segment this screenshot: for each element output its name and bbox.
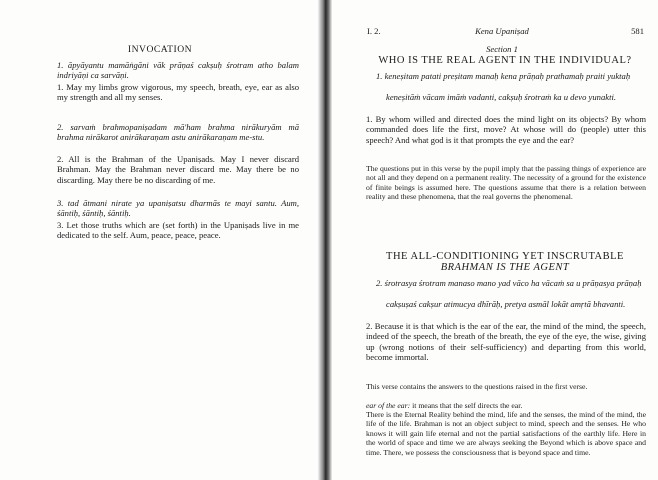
invocation-verse2-sanskrit: 2. sarvaṁ brahmopaniṣadam mā'ham brahma nirākuryām mā brahma nirākarot anirākaraṇam astu anirākaraṇam me-stu.	[57, 122, 299, 143]
running-title: Kena Upaniṣad	[475, 26, 529, 36]
page-number: 581	[631, 26, 644, 36]
section2-heading: THE ALL-CONDITIONING YET INSCRUTABLE	[386, 251, 624, 262]
verse2-sanskrit-b: cakṣuṣaś cakṣur atimucya dhīrāḥ, pretya asmāl lokāt amṛtā bhavanti.	[386, 299, 626, 309]
verse2-translation: 2. Because it is that which is the ear of the ear, the mind of the mind, the speech, indeed of the speech, the breath of the breath, the eye of the eye, the wise, giving up (wrong notions of their self-sufficiency) and departing from this world, become immortal.	[366, 321, 646, 363]
right-page	[332, 0, 658, 480]
left-page	[0, 0, 318, 480]
invocation-verse3-sanskrit: 3. tad ātmani nirate ya upaniṣatsu dharmās te mayi santu. Aum, śāntiḥ, śāntiḥ, śāntiḥ.	[57, 198, 299, 219]
invocation-verse1-translation: 1. May my limbs grow vigorous, my speech, breath, eye, ear as also my strength and all my senses.	[57, 82, 299, 103]
commentary-term-text: it means that the self directs the ear.	[412, 401, 523, 410]
verse1-sanskrit-a: 1. keneṣitam patati preṣitam manaḥ kena prāṇaḥ prathamaḥ praiti yuktaḥ	[376, 71, 631, 81]
commentary-term: ear of the ear:	[366, 401, 411, 410]
running-head-left: I. 2.	[367, 26, 381, 36]
book-gutter	[318, 0, 332, 480]
verse1-translation: 1. By whom willed and directed does the mind light on its objects? By whom commanded does life the first, move? At whose will do (people) utter this speech? And what god is it that prompts the eye and the ear?	[366, 114, 646, 145]
invocation-verse1-sanskrit: 1. āpyāyantu mamāṅgāni vāk prāṇaś cakṣuḥ śrotram atho balam indriyāṇi ca sarvāṇi.	[57, 60, 299, 81]
invocation-title: INVOCATION	[127, 44, 193, 55]
section1-heading: WHO IS THE REAL AGENT IN THE INDIVIDUAL?	[378, 55, 632, 66]
section-label: Section 1	[486, 44, 518, 54]
invocation-verse2-translation: 2. All is the Brahman of the Upaniṣads. May I never discard Brahman. May the Brahman never discard me. May there be no discarding. May there be no discarding of me.	[57, 154, 299, 185]
verse2-commentary-intro: This verse contains the answers to the questions raised in the first verse.	[366, 382, 588, 391]
section2-heading-line2: BRAHMAN IS THE AGENT	[440, 262, 570, 273]
invocation-verse3-translation: 3. Let those truths which are (set forth) in the Upaniṣads live in me dedicated to the self. Aum, peace, peace, peace.	[57, 220, 299, 241]
verse2-commentary-body: There is the Eternal Reality behind the mind, life and the senses, the mind of the mind, the life of the life. Brahman is not an object subject to mind, speech and the senses. He who knows it will gain life eternal and not the partial satisfactions of the earthly life. Here in the world of space and time we are always seeking the Beyond which is above space and time. There, we possess the consciousness that is beyond space and time.	[366, 410, 646, 457]
verse2-sanskrit-a: 2. śrotrasya śrotram manaso mano yad vāco ha vācaṁ sa u prāṇasya prāṇaḥ	[376, 278, 642, 288]
verse2-commentary-term-line	[366, 401, 646, 410]
verse1-sanskrit-b: keneṣitāṁ vācam imāṁ vadanti, cakṣuḥ śrotraṁ ka u devo yunakti.	[386, 92, 616, 102]
verse1-commentary: The questions put in this verse by the pupil imply that the passing things of experience are not all and they depend on a permanent reality. The necessity of a ground for the existence of finite beings is assumed here. The questions assume that there is a relation between reality and these phenomena, that the real governs the phenomenal.	[366, 164, 646, 202]
